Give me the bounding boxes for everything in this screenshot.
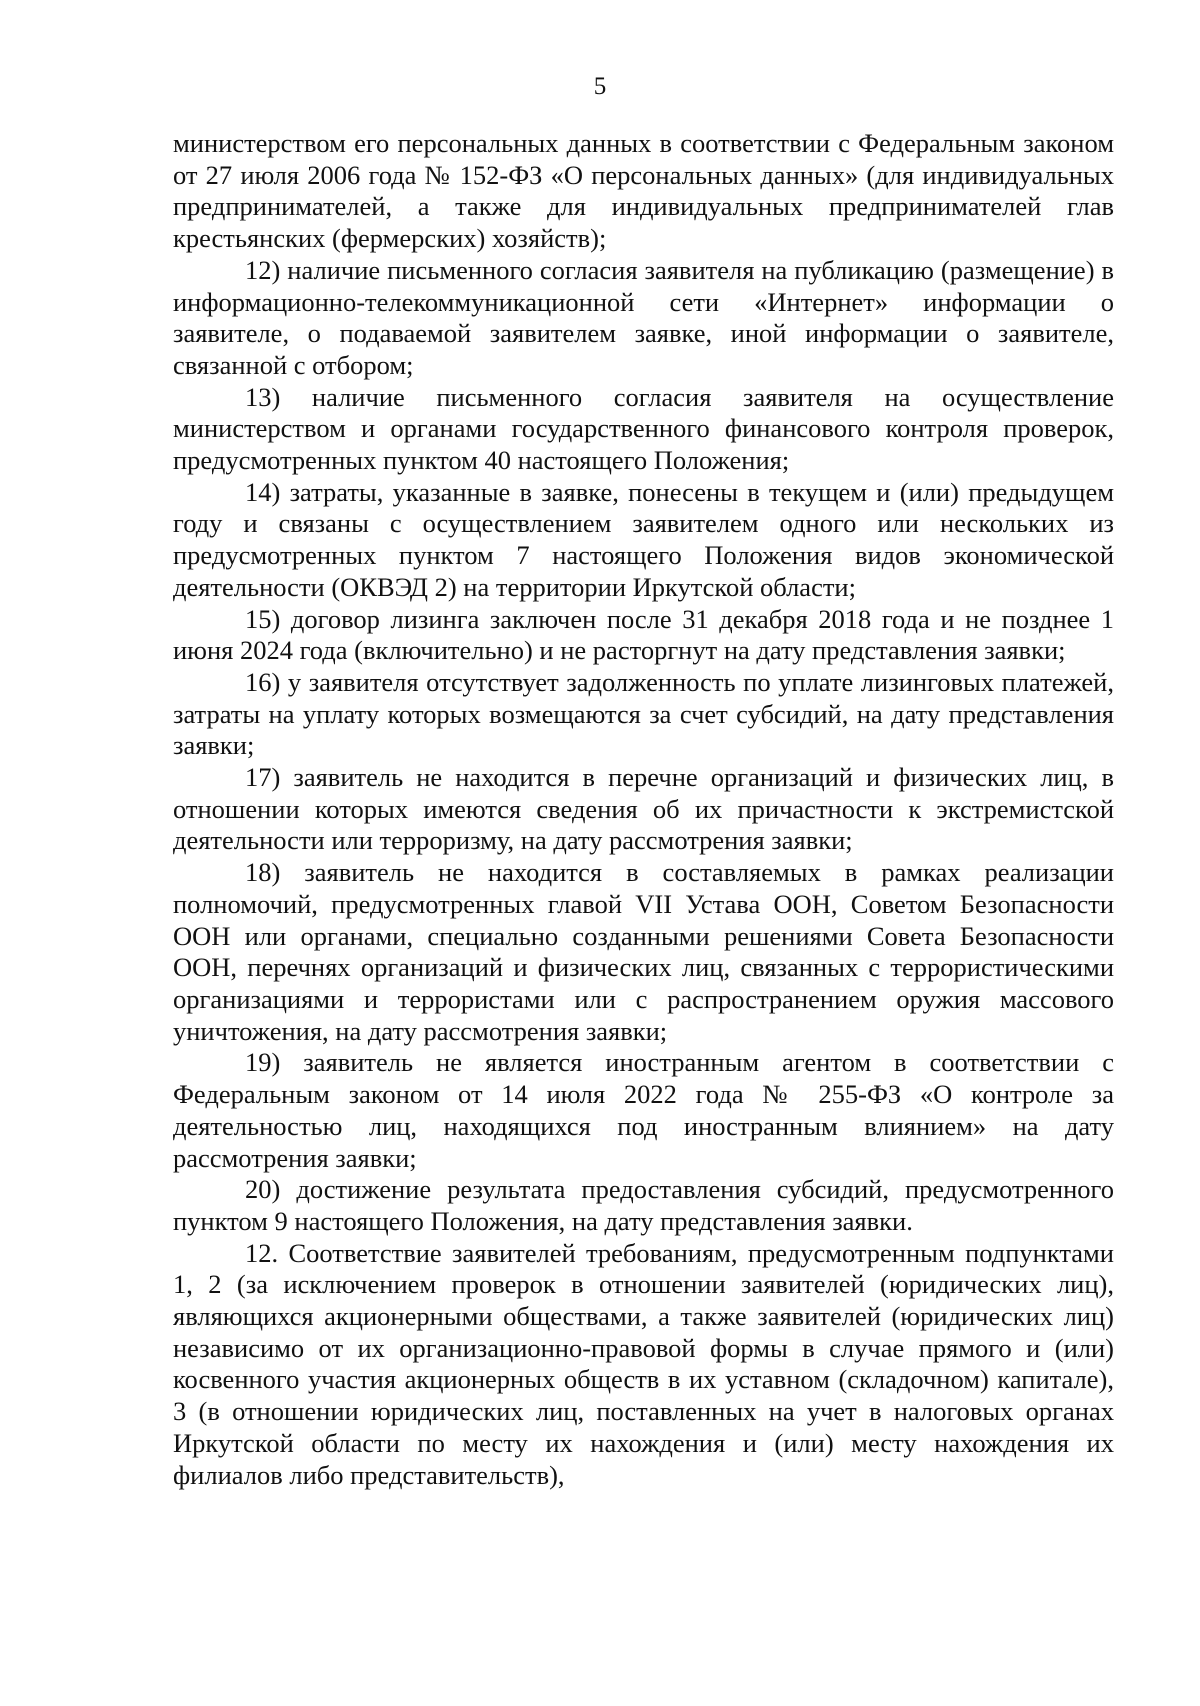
document-body: [173, 128, 1114, 1491]
paragraph-continuation: министерством его персональных данных в соответствии с Федеральным законом от 27 июля 2006 года № 152-ФЗ «О персональных данных» (для индивидуальных предпринимателей, а также для индивидуальных предпринимателей глав крестьянских (фермерских) хозяйств);: [173, 128, 1114, 254]
paragraph-item-19: 19) заявитель не является иностранным агентом в соответствии с Федеральным законом от 14 июля 2022 года № 255-ФЗ «О контроле за деятельностью лиц, находящихся под иностранным влиянием» на дату рассмотрения заявки;: [173, 1047, 1114, 1173]
page-number: 5: [593, 73, 607, 100]
paragraph-section-12: 12. Соответствие заявителей требованиям, предусмотренным подпунктами 1, 2 (за исключением проверок в отношении заявителей (юридических лиц), являющихся акционерными обществами, а также заявителей (юридических лиц) независимо от их организационно-правовой формы в случае прямого и (или) косвенного участия акционерных обществ в их уставном (складочном) капитале), 3 (в отношении юридических лиц, поставленных на учет в налоговых органах Иркутской области по месту их нахождения и (или) месту нахождения их филиалов либо представительств),: [173, 1237, 1114, 1490]
paragraph-item-14: 14) затраты, указанные в заявке, понесены в текущем и (или) предыдущем году и связаны с осуществлением заявителем одного или нескольких из предусмотренных пунктом 7 настоящего Положения видов экономической деятельности (ОКВЭД 2) на территории Иркутской области;: [173, 476, 1114, 602]
paragraph-item-16: 16) у заявителя отсутствует задолженность по уплате лизинговых платежей, затраты на уплату которых возмещаются за счет субсидий, на дату представления заявки;: [173, 666, 1114, 761]
paragraph-item-15: 15) договор лизинга заключен после 31 декабря 2018 года и не позднее 1 июня 2024 года (включительно) и не расторгнут на дату представления заявки;: [173, 603, 1114, 666]
paragraph-item-12: 12) наличие письменного согласия заявителя на публикацию (размещение) в информационно-телекоммуникационной сети «Интернет» информации о заявителе, о подаваемой заявителем заявке, иной информации о заявителе, связанной с отбором;: [173, 254, 1114, 380]
paragraph-item-18: 18) заявитель не находится в составляемых в рамках реализации полномочий, предусмотренных главой VII Устава ООН, Советом Безопасности ООН или органами, специально созданными решениями Совета Безопасности ООН, перечнях организаций и физических лиц, связанных с террористическими организациями и террористами или с распространением оружия массового уничтожения, на дату рассмотрения заявки;: [173, 857, 1114, 1046]
paragraph-item-17: 17) заявитель не находится в перечне организаций и физических лиц, в отношении которых имеются сведения об их причастности к экстремистской деятельности или терроризму, на дату рассмотрения заявки;: [173, 762, 1114, 856]
paragraph-item-13: 13) наличие письменного согласия заявителя на осуществление министерством и органами государственного финансового контроля проверок, предусмотренных пунктом 40 настоящего Положения;: [173, 381, 1114, 476]
paragraph-item-20: 20) достижение результата предоставления субсидий, предусмотренного пунктом 9 настоящего Положения, на дату представления заявки.: [173, 1174, 1114, 1236]
